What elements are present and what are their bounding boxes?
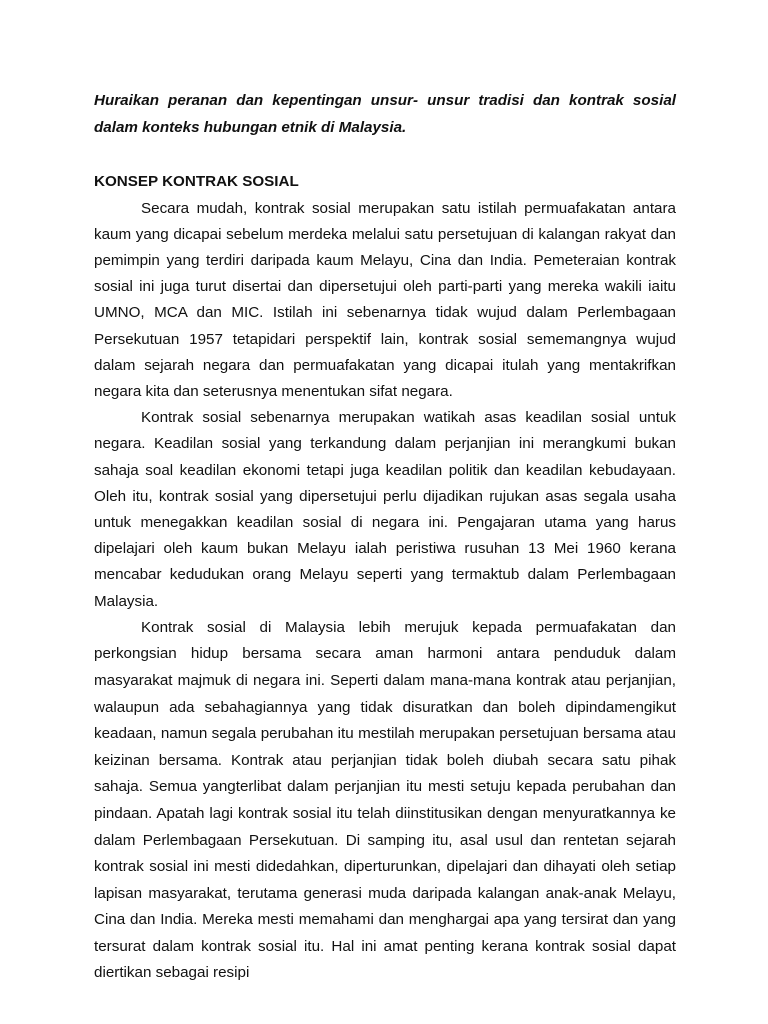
paragraph-3: Kontrak sosial di Malaysia lebih merujuk kepada permuafakatan dan perkongsian hidup bersama secara aman harmoni antara penduduk dalam masyarakat majmuk di negara ini. Seperti dalam mana-mana kontrak atau perjanjian, walaupun ada sebahagiannya yang tidak disuratkan dan boleh dipindamengikut keadaan, namun segala perubahan itu mestilah merupakan persetujuan bersama atau keizinan bersama. Kontrak atau perjanjian tidak boleh diubah secara satu pihak sahaja. Semua yangterlibat dalam perjanjian itu mesti setuju kepada perubahan dan pindaan. Apatah lagi kontrak sosial itu telah diinstitusikan dengan menyuratkannya ke dalam Perlembagaan Persekutuan. Di samping itu, asal usul dan rentetan sejarah kontrak sosial ini mesti didedahkan, diperturunkan, dipelajari dan dihayati oleh setiap lapisan masyarakat, terutama generasi muda daripada kalangan anak-anak Melayu, Cina dan India. Mereka mesti memahami dan menghargai apa yang tersirat dan yang tersurat dalam kontrak sosial itu. Hal ini amat penting kerana kontrak sosial dapat diertikan sebagai resipi [94,618,676,982]
document-page [94,88,676,987]
paragraph-1: Secara mudah, kontrak sosial merupakan satu istilah permuafakatan antara kaum yang dicapai sebelum merdeka melalui satu persetujuan di kalangan rakyat dan pemimpin yang terdiri daripada kaum Melayu, Cina dan India. Pemeteraian kontrak sosial ini juga turut disertai dan dipersetujui oleh parti-parti yang mereka wakili iaitu UMNO, MCA dan MIC. Istilah ini sebenarnya tidak wujud dalam Perlembagaan Persekutuan 1957 tetapidari perspektif lain, kontrak sosial sememangnya wujud dalam sejarah negara dan permuafakatan yang dicapai itulah yang mentakrifkan negara kita dan seterusnya menentukan sifat negara. [94,199,676,400]
section-heading: KONSEP KONTRAK SOSIAL [94,173,299,190]
essay-question: Huraikan peranan dan kepentingan unsur- unsur tradisi dan kontrak sosial dalam konteks hubungan etnik di Malaysia. [94,92,676,136]
paragraph-2: Kontrak sosial sebenarnya merupakan watikah asas keadilan sosial untuk negara. Keadilan sosial yang terkandung dalam perjanjian ini merangkumi bukan sahaja soal keadilan ekonomi tetapi juga keadilan politik dan keadilan kebudayaan. Oleh itu, kontrak sosial yang dipersetujui perlu dijadikan rujukan asas segala usaha untuk menegakkan keadilan sosial di negara ini. Pengajaran utama yang harus dipelajari oleh kaum bukan Melayu ialah peristiwa rusuhan 13 Mei 1960 kerana mencabar kedudukan orang Melayu seperti yang termaktub dalam Perlembagaan Malaysia. [94,409,676,610]
